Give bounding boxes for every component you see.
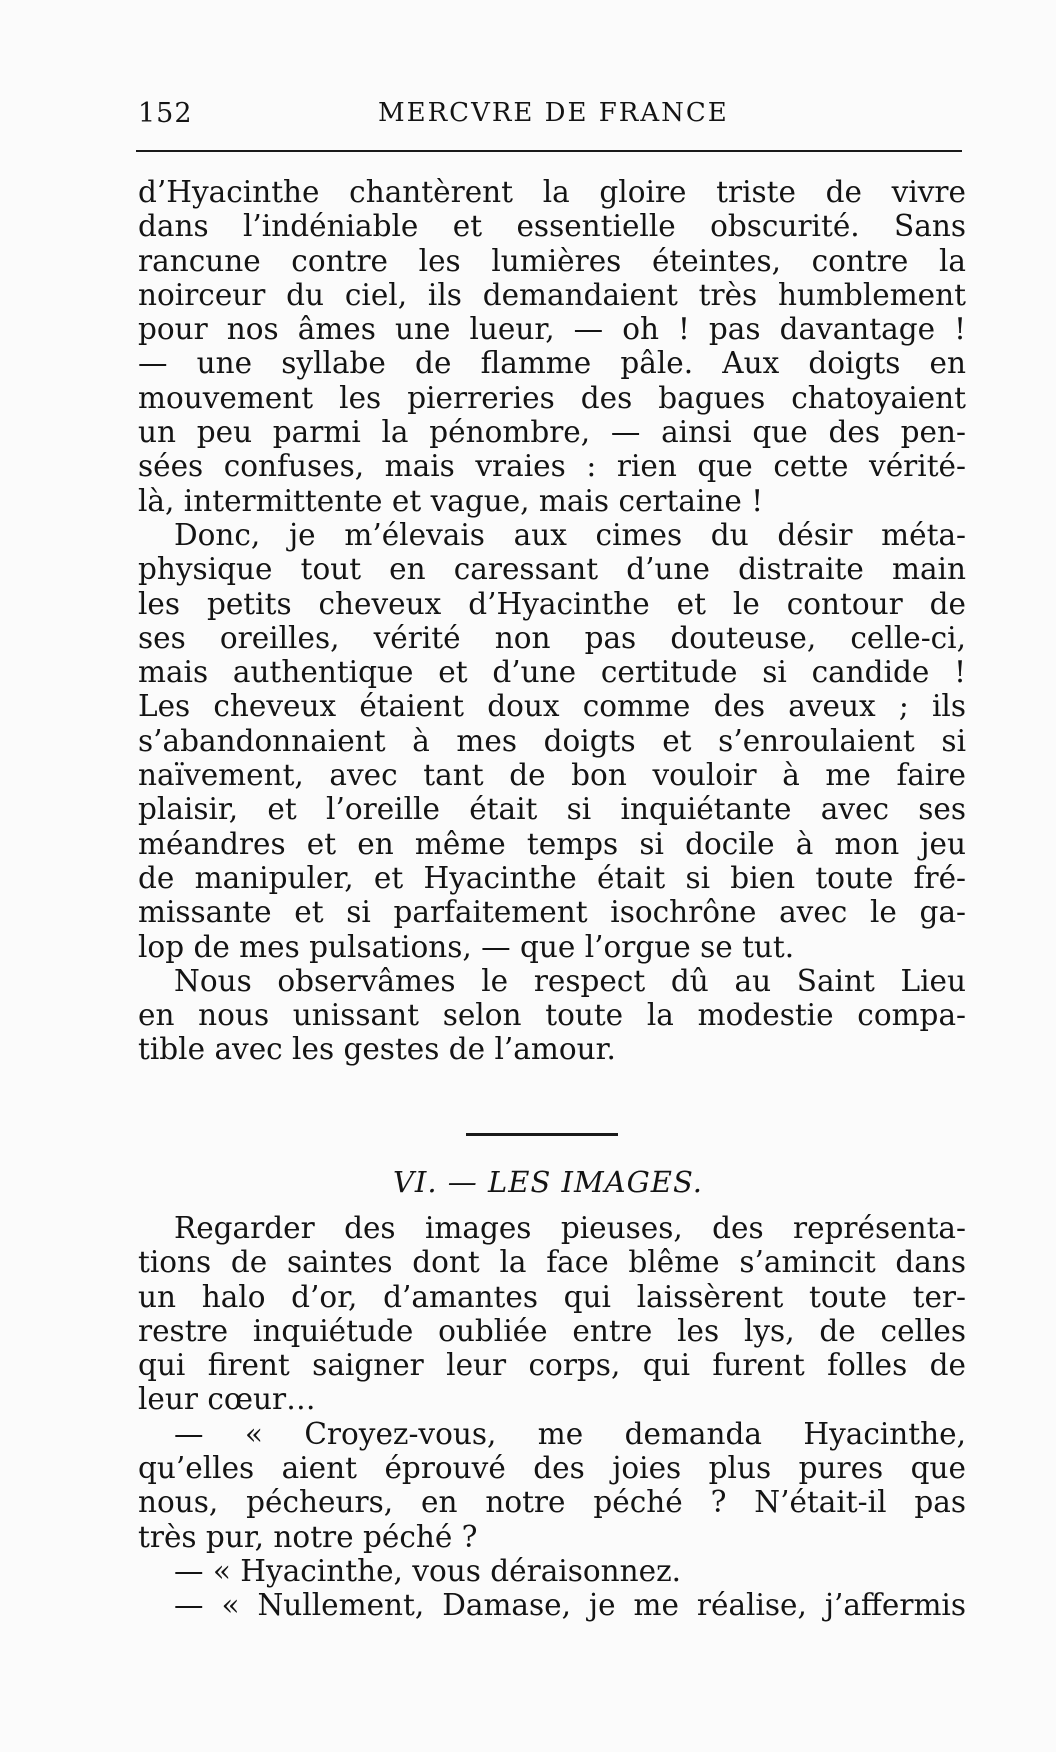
section-divider	[466, 1133, 618, 1136]
text-line: un halo d’or, d’amantes qui laissèrent toute ter-	[138, 1279, 966, 1314]
text-line: méandres et en même temps si docile à mon jeu	[138, 826, 966, 861]
text-line: noirceur du ciel, ils demandaient très humblement	[138, 277, 966, 312]
text-line: pour nos âmes une lueur, — oh ! pas davantage !	[138, 312, 966, 347]
page-number: 152	[138, 98, 193, 129]
text-line: missante et si parfaitement isochrône avec le ga-	[138, 895, 966, 930]
journal-title: MERCVRE DE FRANCE	[378, 98, 729, 128]
text-line: s’abandonnaient à mes doigts et s’enroulaient si	[138, 723, 966, 758]
text-line: rancune contre les lumières éteintes, contre la	[138, 243, 966, 278]
text-line: en nous unissant selon toute la modestie compa-	[138, 998, 966, 1033]
text-line: très pur, notre péché ?	[138, 1519, 478, 1554]
text-line: un peu parmi la pénombre, — ainsi que des pen-	[138, 415, 966, 450]
text-line: ses oreilles, vérité non pas douteuse, celle-ci,	[138, 620, 966, 655]
text-line: naïvement, avec tant de bon vouloir à me faire	[138, 758, 966, 793]
section-heading	[0, 1165, 1056, 1199]
text-line: les petits cheveux d’Hyacinthe et le contour de	[138, 586, 966, 621]
text-line: Donc, je m’élevais aux cimes du désir méta-	[174, 517, 966, 552]
text-line: restre inquiétude oubliée entre les lys, de celles	[138, 1313, 966, 1348]
text-block-top	[138, 175, 966, 1067]
text-line: mais authentique et d’une certitude si candide !	[138, 655, 966, 690]
text-line: Regarder des images pieuses, des représenta-	[174, 1211, 966, 1245]
text-line: tible avec les gestes de l’amour.	[138, 1032, 616, 1067]
text-line: de manipuler, et Hyacinthe était si bien toute fré-	[138, 860, 966, 895]
text-line: leur cœur…	[138, 1382, 316, 1417]
text-line: Les cheveux étaient doux comme des aveux ; ils	[138, 689, 966, 724]
text-line: dans l’indéniable et essentielle obscurité. Sans	[138, 209, 966, 244]
text-line: — « Hyacinthe, vous déraisonnez.	[174, 1553, 681, 1588]
text-line: Nous observâmes le respect dû au Saint Lieu	[174, 963, 966, 998]
text-line: plaisir, et l’oreille était si inquiétante avec ses	[138, 792, 966, 827]
text-line: qui firent saigner leur corps, qui furent folles de	[138, 1348, 966, 1383]
text-line: là, intermittente et vague, mais certaine !	[138, 483, 764, 518]
text-line: lop de mes pulsations, — que l’orgue se tut.	[138, 929, 795, 964]
text-line: nous, pécheurs, en notre péché ? N’était-il pas	[138, 1485, 966, 1520]
text-line: — « Croyez-vous, me demanda Hyacinthe,	[174, 1416, 966, 1451]
header-rule	[136, 150, 962, 152]
text-block-bottom	[138, 1211, 966, 1623]
text-line: d’Hyacinthe chantèrent la gloire triste de vivre	[138, 175, 966, 209]
text-line: sées confuses, mais vraies : rien que cette vérité-	[138, 449, 966, 484]
text-line: tions de saintes dont la face blême s’amincit dans	[138, 1245, 966, 1280]
text-line: physique tout en caressant d’une distraite main	[138, 552, 966, 587]
text-line: — une syllabe de flamme pâle. Aux doigts en	[138, 346, 966, 381]
text-line: — « Nullement, Damase, je me réalise, j’affermis	[174, 1588, 966, 1623]
section-heading-text: VI. — LES IMAGES.	[392, 1165, 704, 1199]
text-line: mouvement les pierreries des bagues chatoyaient	[138, 380, 966, 415]
text-line: qu’elles aient éprouvé des joies plus pures que	[138, 1451, 966, 1486]
running-head	[138, 98, 964, 138]
